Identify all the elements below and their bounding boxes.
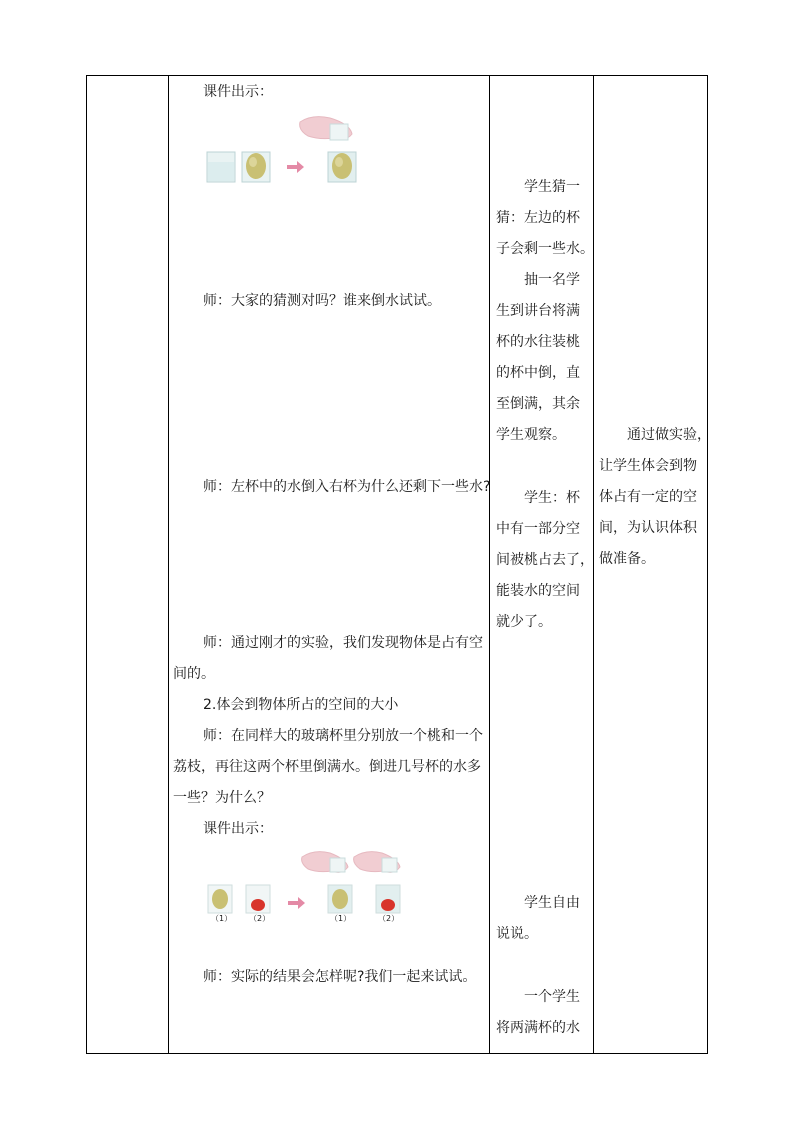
student-line: 就少了。 (496, 614, 552, 630)
glass-with-peach-icon (328, 152, 356, 182)
design-intent-line: 间，为认识体积 (599, 520, 697, 536)
student-line: 杯的水往装桃 (496, 334, 580, 350)
section-heading: 2.体会到物体所占的空间的大小 (203, 697, 399, 713)
teacher-line: 间的。 (173, 666, 215, 682)
student-line: 将两满杯的水 (496, 1020, 580, 1036)
teacher-line: 师：在同样大的玻璃杯里分别放一个桃和一个 (203, 728, 483, 744)
teacher-line: 师：大家的猜测对吗？谁来倒水试试。 (203, 293, 441, 309)
hand-pouring-icon (300, 117, 352, 140)
student-line: 间被桃占去了， (496, 552, 594, 568)
student-line: 中有一部分空 (496, 521, 580, 537)
student-line: 一个学生 (524, 989, 580, 1005)
student-line: 说说。 (496, 926, 538, 942)
student-line: 的杯中倒，直 (496, 365, 580, 381)
design-intent-line: 做准备。 (599, 551, 655, 567)
teacher-line: 一些？为什么？ (173, 790, 271, 806)
hand-pouring-icon (354, 852, 400, 873)
student-line: 猜：左边的杯 (496, 210, 580, 226)
teacher-line: 荔枝，再往这两个杯里倒满水。倒进几号杯的水多 (173, 759, 481, 775)
courseware-label: 课件出示： (203, 821, 273, 837)
cup-label: （2） (249, 914, 271, 923)
glass-with-peach-icon (208, 885, 232, 913)
student-line: 学生：杯 (524, 490, 580, 506)
student-line: 学生观察。 (496, 427, 566, 443)
student-line: 学生自由 (524, 895, 580, 911)
design-intent-line: 通过做实验， (627, 427, 711, 443)
teacher-line: 师：通过刚才的实验，我们发现物体是占有空 (203, 635, 483, 651)
glass-with-peach-icon (328, 885, 352, 913)
student-line: 抽一名学 (524, 272, 580, 288)
design-intent-line: 让学生体会到物 (599, 458, 697, 474)
design-intent-line: 体占有一定的空 (599, 489, 697, 505)
arrow-icon (287, 161, 304, 173)
cup-label: （1） (211, 914, 233, 923)
hand-pouring-icon (302, 852, 348, 873)
glass-with-lychee-icon (246, 885, 270, 913)
arrow-icon (288, 897, 305, 909)
experiment-illustration-1 (200, 110, 370, 190)
cup-label: （1） (330, 914, 352, 923)
column-divider (168, 76, 169, 1053)
teacher-line: 师：实际的结果会怎样呢?我们一起来试试。 (203, 969, 477, 985)
cup-label: （2） (378, 914, 400, 923)
courseware-label: 课件出示： (203, 84, 273, 100)
glass-with-peach-icon (242, 152, 270, 182)
column-divider (489, 76, 490, 1053)
student-line: 能装水的空间 (496, 583, 580, 599)
student-line: 至倒满，其余 (496, 396, 580, 412)
student-line: 学生猜一 (524, 179, 580, 195)
student-line: 子会剩一些水。 (496, 241, 594, 257)
glass-with-lychee-icon (376, 885, 400, 913)
teacher-line: 师：左杯中的水倒入右杯为什么还剩下一些水? (203, 479, 491, 495)
student-line: 生到讲台将满 (496, 303, 580, 319)
glass-icon (207, 152, 235, 182)
